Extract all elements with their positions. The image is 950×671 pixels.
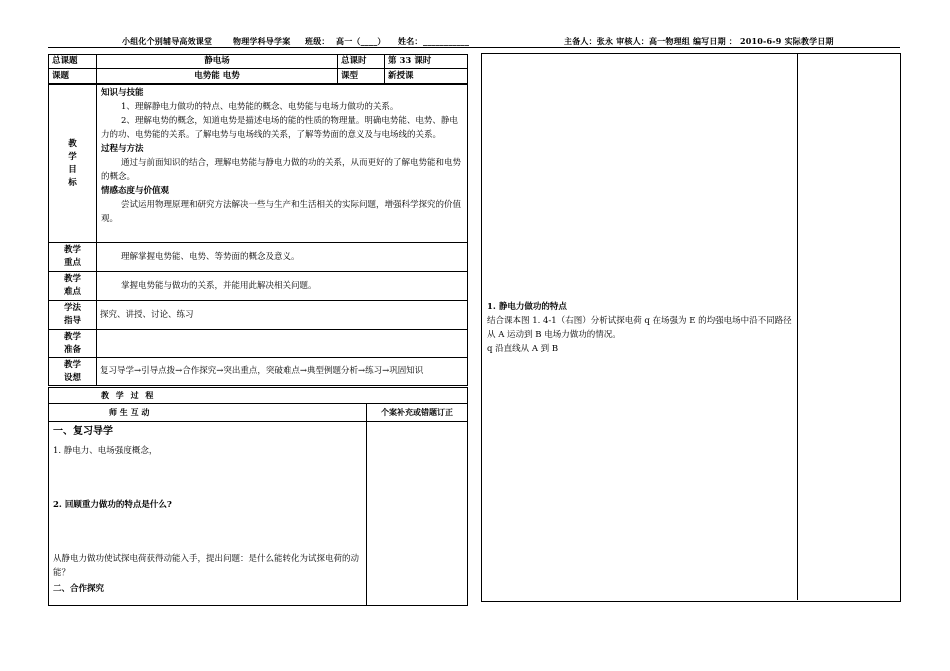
- info-table: [48, 54, 468, 84]
- knowledge-title: 知识与技能: [101, 88, 144, 98]
- header-class-label: 班级：: [305, 36, 330, 46]
- process-side-cell: [367, 422, 468, 606]
- type-value: 新授课: [385, 69, 468, 84]
- emotion-title: 情感态度与价值观: [101, 186, 170, 196]
- process-title: 教 学 过 程: [49, 388, 468, 404]
- objectives-label: [49, 85, 97, 243]
- total-hours-label: 总课时: [338, 55, 385, 69]
- method-label-2: 指导: [63, 316, 81, 326]
- right-line-1: 结合课本图 1. 4-1（右图）分析试探电荷 q 在场强为 E 的均强电场中沿不同路径从 A 运动到 B 电场力做功的情况。: [487, 316, 792, 340]
- objectives-label-4: 标: [68, 177, 77, 188]
- process-title: 过程与方法: [101, 144, 144, 154]
- section-review: 一、复习导学: [53, 426, 113, 437]
- prep-text: [97, 330, 468, 358]
- difficulty-label-1: 教学: [63, 274, 81, 284]
- type-label: 课型: [338, 69, 385, 84]
- process-main-cell: [49, 422, 367, 606]
- header-right: 主备人：张永 审核人：高一物理组 编写日期 ： 2010-6-9 实际教学日期: [564, 36, 834, 46]
- method-label-1: 学法: [63, 303, 81, 313]
- lesson-table: [48, 84, 468, 386]
- difficulty-label: [49, 272, 97, 301]
- objectives-label-3: 目: [68, 164, 77, 175]
- header-rule: [48, 47, 900, 48]
- section-explore: 二、合作探究: [53, 584, 105, 594]
- header-subject: 物理学科导学案: [233, 36, 291, 46]
- method-text: 探究、讲授、讨论、练习: [97, 301, 468, 330]
- prep-label-1: 教学: [63, 331, 81, 342]
- right-page-content: [487, 300, 793, 356]
- objectives-label-2: 学: [68, 151, 77, 162]
- process-table: [48, 387, 468, 606]
- total-hours-value: 第 33 课时: [385, 55, 468, 69]
- right-line-2: q 沿直线从 A 到 B: [487, 344, 559, 354]
- idea-label-2: 设想: [63, 372, 81, 383]
- header-class-value: 高一（____）: [336, 36, 386, 46]
- topic-value: 电势能 电势: [97, 69, 338, 84]
- col-main-header: 师 生 互 动: [49, 404, 367, 422]
- objectives-content: [97, 85, 468, 243]
- total-topic-value: 静电场: [97, 55, 338, 69]
- idea-text: 复习导学→引导点拨→合作探究→突出重点，突破难点→典型例题分析→练习→巩固知识: [97, 358, 468, 386]
- emotion-text: 尝试运用物理原理和研究方法解决一些与生产和生活相关的实际问题，增强科学探究的价值观。: [101, 200, 462, 224]
- key-label-2: 重点: [63, 258, 81, 268]
- method-label: [49, 301, 97, 330]
- right-page-divider: [797, 53, 798, 600]
- key-label-1: 教学: [63, 245, 81, 255]
- key-text: 理解掌握电势能、电势、等势面的概念及意义。: [97, 243, 468, 272]
- prep-label: [49, 330, 97, 358]
- question-2: 2. 回顾重力做功的特点是什么?: [53, 500, 172, 510]
- idea-label: [49, 358, 97, 386]
- right-heading: 1. 静电力做功的特点: [487, 302, 567, 312]
- knowledge-2: 2、理解电势的概念，知道电势是描述电场的能的性质的物理量。明确电势能、电势、静电力的功、电势能的关系。了解电势与电场线的关系，了解等势面的意义及与电场线的关系。: [101, 116, 458, 140]
- objectives-label-1: 教: [68, 138, 77, 149]
- col-side-header: 个案补充或错题订正: [367, 404, 468, 422]
- difficulty-text: 掌握电势能与做功的关系，并能用此解决相关问题。: [97, 272, 468, 301]
- header-school: 小组化个别辅导高效课堂: [122, 36, 213, 46]
- knowledge-1: 1、理解静电力做功的特点、电势能的概念、电势能与电场力做功的关系。: [121, 102, 399, 112]
- difficulty-label-2: 难点: [63, 287, 81, 297]
- idea-label-1: 教学: [63, 359, 81, 370]
- question-1: 1. 静电力、电场强度概念，: [53, 446, 158, 456]
- topic-label: 课题: [49, 69, 97, 84]
- key-label: [49, 243, 97, 272]
- header-name-blank: ___________: [423, 36, 470, 46]
- prep-label-2: 准备: [63, 344, 81, 355]
- header-name-label: 姓名：: [398, 36, 423, 46]
- total-topic-label: 总课题: [49, 55, 97, 69]
- transition-text: 从静电力做功使试探电荷获得动能入手，提出问题：是什么能转化为试探电荷的动能？: [53, 554, 360, 578]
- process-text: 通过与前面知识的结合，理解电势能与静电力做的功的关系，从而更好的了解电势能和电势的概念。: [101, 158, 462, 182]
